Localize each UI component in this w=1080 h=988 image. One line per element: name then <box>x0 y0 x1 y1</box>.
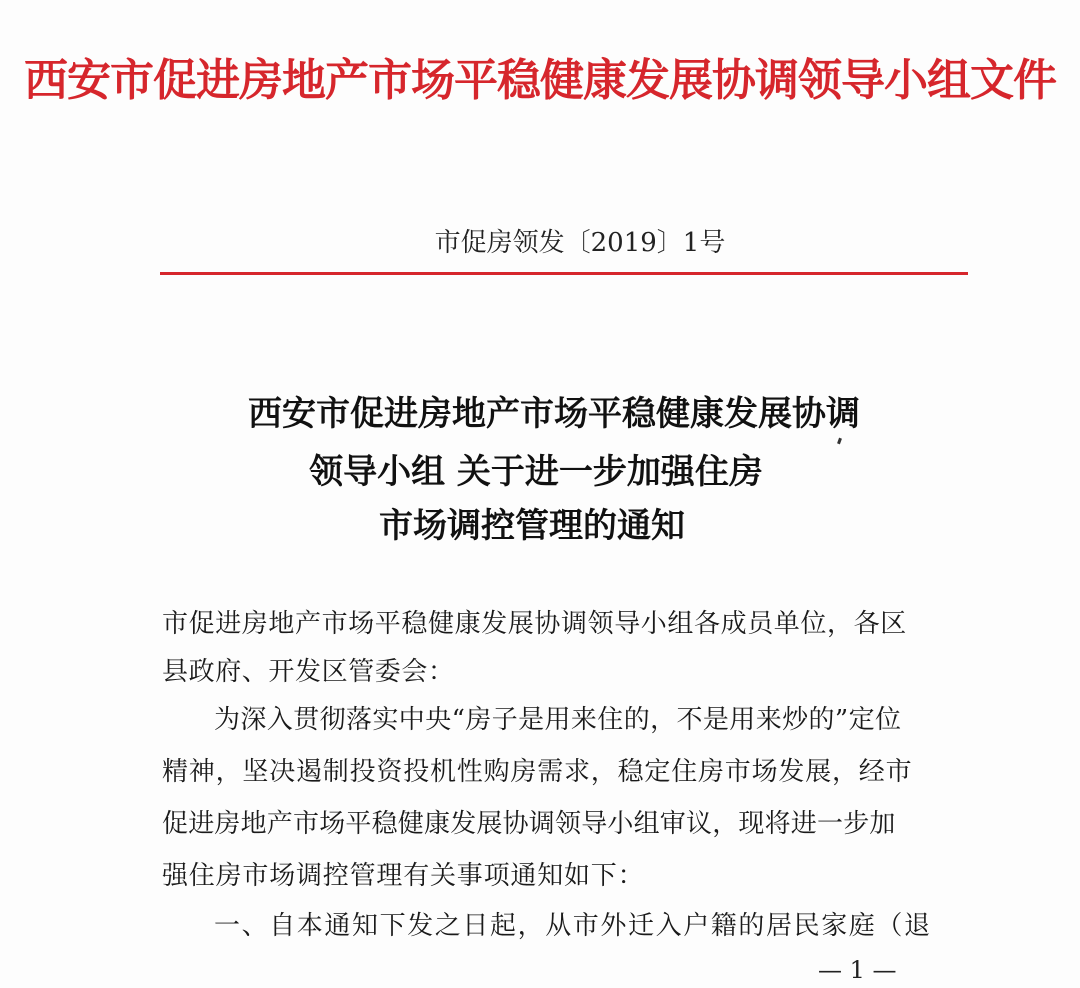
red-separator-line <box>160 272 968 275</box>
notice-title-line-2: 领导小组 关于进一步加强住房 <box>309 452 763 492</box>
body-line-4: 精神，坚决遏制投资投机性购房需求，稳定住房市场发展，经市 <box>162 757 913 787</box>
notice-title-line-3: 市场调控管理的通知 <box>379 506 685 546</box>
body-line-3: 为深入贯彻落实中央“房子是用来住的，不是用来炒的”定位 <box>214 705 902 735</box>
document-number: 市促房领发〔2019〕1号 <box>434 228 726 258</box>
body-line-6: 强住房市场调控管理有关事项通知如下： <box>162 861 645 891</box>
body-line-7: 一、自本通知下发之日起，从市外迁入户籍的居民家庭（退 <box>214 911 932 941</box>
notice-title-line-1: 西安市促进房地产市场平稳健康发展协调 <box>248 394 860 434</box>
issuer-title: 西安市促进房地产市场平稳健康发展协调领导小组文件 <box>24 55 1056 106</box>
body-line-1: 市促进房地产市场平稳健康发展协调领导小组各成员单位，各区 <box>162 609 907 639</box>
page-number: — 1 — <box>818 956 897 984</box>
body-line-2: 县政府、开发区管委会： <box>162 657 455 687</box>
body-line-5: 促进房地产市场平稳健康发展协调领导小组审议，现将进一步加 <box>162 809 896 839</box>
